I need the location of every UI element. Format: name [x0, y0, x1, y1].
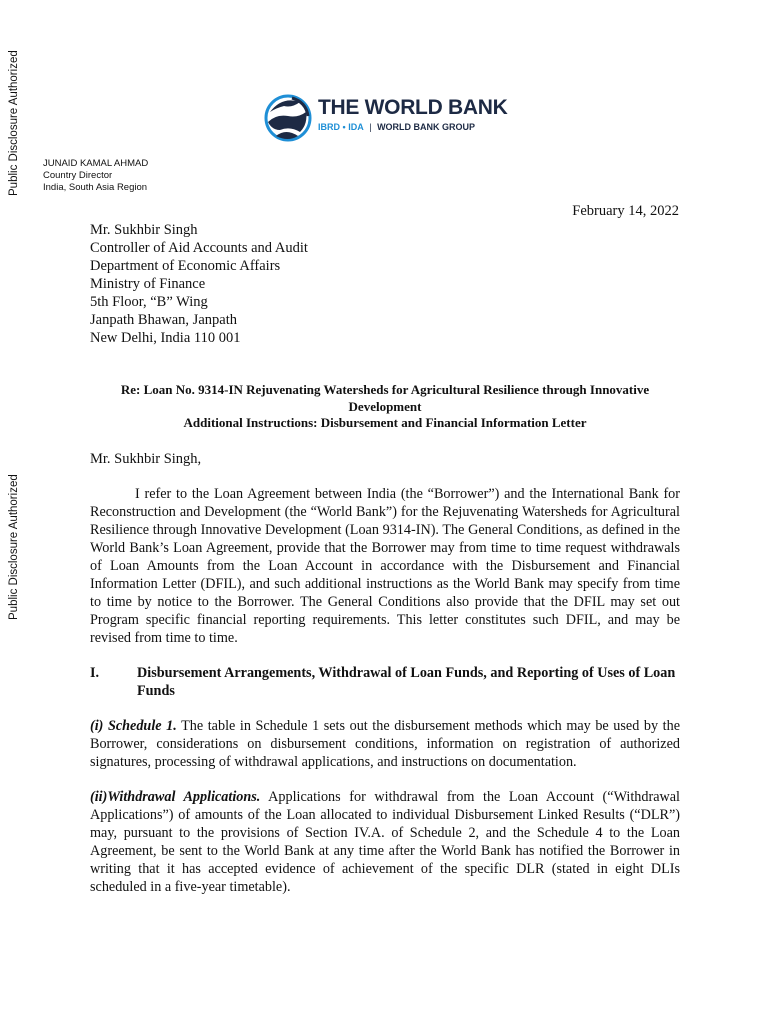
logo-ida: IDA [348, 122, 364, 132]
logo-dot: • [342, 122, 346, 132]
section-heading [90, 664, 680, 700]
body-paragraph-intro: I refer to the Loan Agreement between India (the “Borrower”) and the International Bank for Reconstruction and Development (the “World Bank”) for the Rejuvenating Watersheds for Agricultural Resilience through Innovative Development (Loan 9314-IN). The General Conditions, as defined in the World Bank’s Loan Agreement, provide that the Borrower may from time to time request withdrawals of Loan Amounts from the Loan Account in accordance with the Disbursement and Financial Information Letter (DFIL), and such additional instructions as the World Bank may specify from time to time by notice to the Borrower. The General Conditions also provide that the DFIL may set out Program specific financial reporting requirements. This letter constitutes such DFIL, and may be revised from time to time. [90, 486, 680, 646]
body-paragraph-schedule [90, 717, 680, 771]
paragraph-text: The table in Schedule 1 sets out the disbursement methods which may be used by the Borrower, considerations on disbursement conditions, information on registration of authorized signatures, processing of withdrawal applications, and instructions on documentation. [90, 718, 680, 770]
paragraph-text: Applications for withdrawal from the Loan Account (“Withdrawal Applications”) of amounts of the Loan allocated to individual Disbursement Linked Results (“DLR”) may, pursuant to the provisions of Section IV.A. of Schedule 2, and the Schedule 4 to the Loan Agreement, be sent to the World Bank at any time after the World Bank has notified the Borrower in writing that it has accepted evidence of achievement of the specific DLR (stated in eight DLIs scheduled in a five-year timetable). [90, 789, 680, 895]
address-line: Mr. Sukhbir Singh [90, 222, 198, 238]
public-disclosure-label-top: Public Disclosure Authorized [8, 50, 20, 196]
logo-separator: | [369, 122, 372, 132]
logo-group: WORLD BANK GROUP [377, 122, 476, 132]
globe-logo-icon [262, 92, 314, 144]
subject-line-1: Re: Loan No. 9314-IN Rejuvenating Watersheds for Agricultural Resilience through Innovative [120, 382, 650, 397]
recipient-address [90, 221, 308, 347]
world-bank-logo [262, 92, 508, 148]
address-line: Janpath Bhawan, Janpath [90, 312, 237, 328]
public-disclosure-label-bottom: Public Disclosure Authorized [8, 474, 20, 620]
subject-block [90, 382, 680, 432]
address-line: Controller of Aid Accounts and Audit [90, 240, 308, 256]
sender-region: India, South Asia Region [43, 182, 148, 193]
sender-name: JUNAID KAMAL AHMAD [43, 158, 149, 169]
body-paragraph-withdrawal [90, 788, 680, 896]
section-title: Disbursement Arrangements, Withdrawal of Loan Funds, and Reporting of Uses of Loan Funds [137, 665, 676, 699]
subject-line-3: Additional Instructions: Disbursement and Financial Information Letter [183, 415, 587, 430]
address-line: Ministry of Finance [90, 276, 206, 292]
paragraph-lead: (i) Schedule 1. [90, 718, 177, 734]
address-line: 5th Floor, “B” Wing [90, 294, 208, 310]
address-line: Department of Economic Affairs [90, 258, 281, 274]
sender-title: Country Director [43, 170, 113, 181]
logo-title: THE WORLD BANK [318, 96, 508, 119]
logo-ibrd: IBRD [318, 122, 340, 132]
letter-date: February 14, 2022 [572, 203, 679, 219]
salutation: Mr. Sukhbir Singh, [90, 451, 202, 467]
logo-subtitle [318, 122, 475, 132]
subject-line-2: Development [348, 398, 422, 414]
sender-block [43, 158, 148, 194]
paragraph-lead: (ii)Withdrawal Applications. [90, 789, 261, 805]
section-number: I. [90, 665, 100, 681]
address-line: New Delhi, India 110 001 [90, 330, 241, 346]
